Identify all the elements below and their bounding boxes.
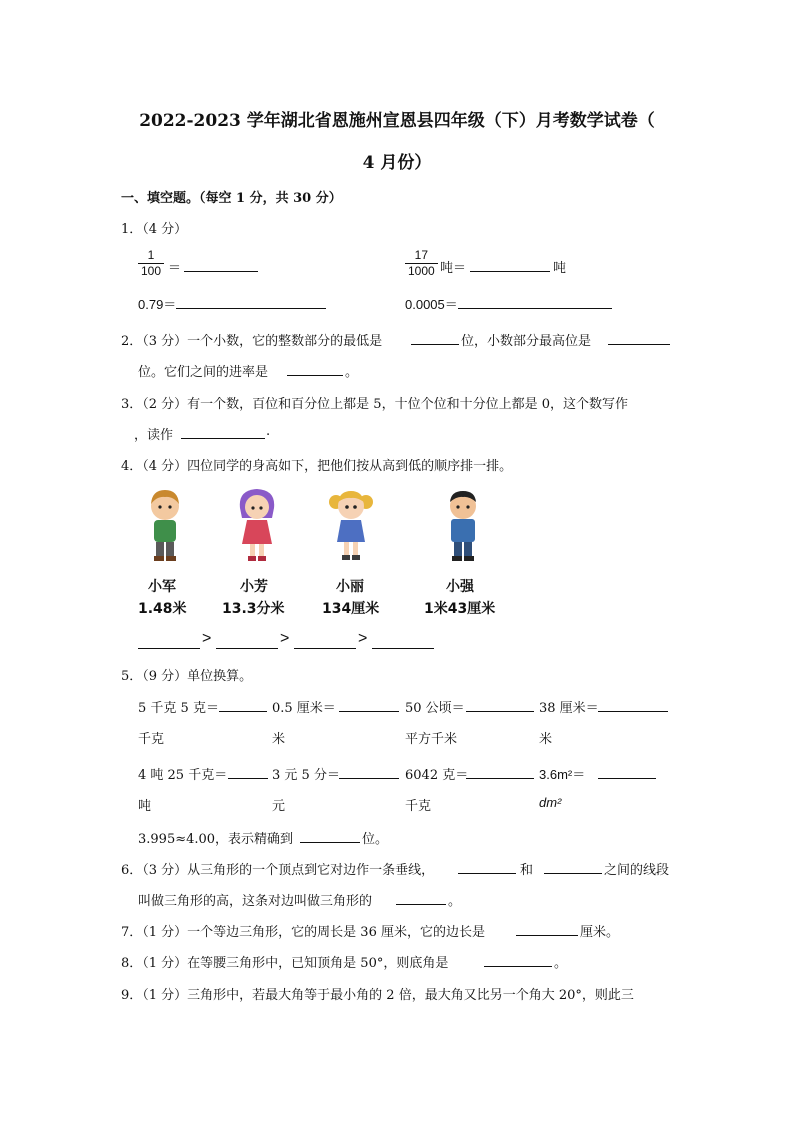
fraction-numerator: 17 xyxy=(414,248,429,262)
answer-blank[interactable] xyxy=(466,764,534,779)
answer-blank[interactable] xyxy=(294,634,356,649)
page-title: 2022-2023 学年湖北省恩施州宣恩县四年级（下）月考数学试卷（ xyxy=(139,111,655,131)
kid-name: 小丽 xyxy=(336,579,364,595)
answer-blank[interactable] xyxy=(287,361,343,376)
answer-blank[interactable] xyxy=(544,859,602,874)
q7-text: 7．（1 分）一个等边三角形，它的周长是 36 厘米，它的边长是 xyxy=(121,925,485,940)
q8-text: 8．（1 分）在等腰三角形中，已知顶角是 50°，则底角是 xyxy=(121,956,449,971)
conversion-unit: 米 xyxy=(539,732,553,747)
q5-precision-unit: 位。 xyxy=(362,832,389,847)
q1-eq-1: ＝ xyxy=(168,261,182,276)
kid-height: 1米43厘米 xyxy=(424,601,496,617)
kid-height: 1.48米 xyxy=(138,601,187,617)
answer-blank[interactable] xyxy=(216,634,278,649)
girl-figure-icon xyxy=(326,486,376,564)
q2-text-c: 位。它们之间的进率是 xyxy=(138,365,269,380)
q9-text: 9．（1 分）三角形中，若最大角等于最小角的 2 倍，最大角又比另一个角大 20°，则此三 xyxy=(121,988,634,1003)
conversion-left: 0.5 厘米＝ xyxy=(272,701,336,716)
answer-blank[interactable] xyxy=(458,859,516,874)
conversion-left: 6042 克＝ xyxy=(405,768,469,783)
answer-blank[interactable] xyxy=(598,697,668,712)
conversion-left: 3 元 5 分＝ xyxy=(272,768,340,783)
q3-period: . xyxy=(266,424,271,439)
q2-text-b: 位，小数部分最高位是 xyxy=(461,334,592,349)
kid-height: 13.3分米 xyxy=(222,601,285,617)
q5-precision-text: 3.995≈4.00，表示精确到 xyxy=(138,832,294,847)
conversion-left: 50 公顷＝ xyxy=(405,701,465,716)
q2-text-a: 2．（3 分）一个小数，它的整数部分的最低是 xyxy=(121,334,383,349)
boy-figure-icon xyxy=(140,486,190,564)
answer-blank[interactable] xyxy=(339,697,399,712)
answer-blank[interactable] xyxy=(411,330,459,345)
q7-unit: 厘米。 xyxy=(580,925,620,940)
fraction-denominator: 100 xyxy=(138,263,164,279)
conversion-left: 5 千克 5 克＝ xyxy=(138,701,219,716)
conversion-unit: 吨 xyxy=(138,799,152,814)
answer-blank[interactable] xyxy=(181,424,265,439)
answer-blank[interactable] xyxy=(184,257,258,272)
kid-height: 134厘米 xyxy=(322,601,380,617)
answer-blank[interactable] xyxy=(466,697,534,712)
answer-blank[interactable] xyxy=(608,330,670,345)
answer-blank[interactable] xyxy=(228,764,268,779)
fraction-numerator: 1 xyxy=(147,248,155,262)
q3-text: 3．（2 分）有一个数，百位和百分位上都是 5，十位个位和十分位上都是 0，这个数写作 xyxy=(121,397,628,412)
answer-blank[interactable] xyxy=(339,764,399,779)
answer-blank[interactable] xyxy=(176,294,326,309)
girl-figure-icon xyxy=(232,486,282,564)
q6-text-c: 之间的线段 xyxy=(604,863,670,878)
conversion-unit: 米 xyxy=(272,732,286,747)
q1-decimal-2: 0.0005＝ xyxy=(405,297,458,312)
q4-header: 4．（4 分）四位同学的身高如下，把他们按从高到低的顺序排一排。 xyxy=(121,459,513,474)
page-title-line2: 4 月份） xyxy=(362,153,432,173)
answer-blank[interactable] xyxy=(470,257,550,272)
answer-blank[interactable] xyxy=(300,828,360,843)
answer-blank[interactable] xyxy=(516,921,578,936)
q6-text-a: 6．（3 分）从三角形的一个顶点到它对边作一条垂线， xyxy=(121,863,435,878)
answer-blank[interactable] xyxy=(219,697,267,712)
conversion-left: 38 厘米＝ xyxy=(539,701,599,716)
answer-blank[interactable] xyxy=(372,634,434,649)
q3-text-read: ，读作 xyxy=(134,428,174,443)
q5-header: 5．（9 分）单位换算。 xyxy=(121,669,253,684)
answer-blank[interactable] xyxy=(458,294,612,309)
conversion-unit: 千克 xyxy=(405,799,432,814)
q1-header: 1．（4 分） xyxy=(121,222,188,237)
q1-unit: 吨 xyxy=(553,261,567,276)
answer-blank[interactable] xyxy=(484,952,552,967)
greater-than-sign: > xyxy=(358,630,368,647)
greater-than-sign: > xyxy=(280,630,290,647)
q1-eq-2: 吨＝ xyxy=(440,261,467,276)
q8-period: 。 xyxy=(554,956,568,971)
fraction-denominator: 1000 xyxy=(405,263,438,279)
q2-text-d: 。 xyxy=(345,365,359,380)
kid-name: 小军 xyxy=(148,579,176,595)
conversion-left: 4 吨 25 千克＝ xyxy=(138,768,228,783)
q1-fraction-1 xyxy=(138,248,164,279)
q1-fraction-2 xyxy=(405,248,438,279)
conversion-left: 3.6m²＝ xyxy=(539,767,586,782)
section-heading: 一、填空题。（每空 1 分，共 30 分） xyxy=(121,191,342,206)
boy-figure-icon xyxy=(438,486,488,564)
q6-text-b: 和 xyxy=(520,863,534,878)
q6-text-e: 。 xyxy=(448,894,462,909)
answer-blank[interactable] xyxy=(396,890,446,905)
greater-than-sign: > xyxy=(202,630,212,647)
kid-name: 小强 xyxy=(446,579,474,595)
kid-name: 小芳 xyxy=(240,579,268,595)
conversion-unit: 千克 xyxy=(138,732,165,747)
q1-decimal-1: 0.79＝ xyxy=(138,297,177,312)
q6-text-d: 叫做三角形的高，这条对边叫做三角形的 xyxy=(138,894,373,909)
answer-blank[interactable] xyxy=(598,764,656,779)
answer-blank[interactable] xyxy=(138,634,200,649)
conversion-unit: dm² xyxy=(539,795,562,810)
conversion-unit: 元 xyxy=(272,799,286,814)
conversion-unit: 平方千米 xyxy=(405,732,458,747)
